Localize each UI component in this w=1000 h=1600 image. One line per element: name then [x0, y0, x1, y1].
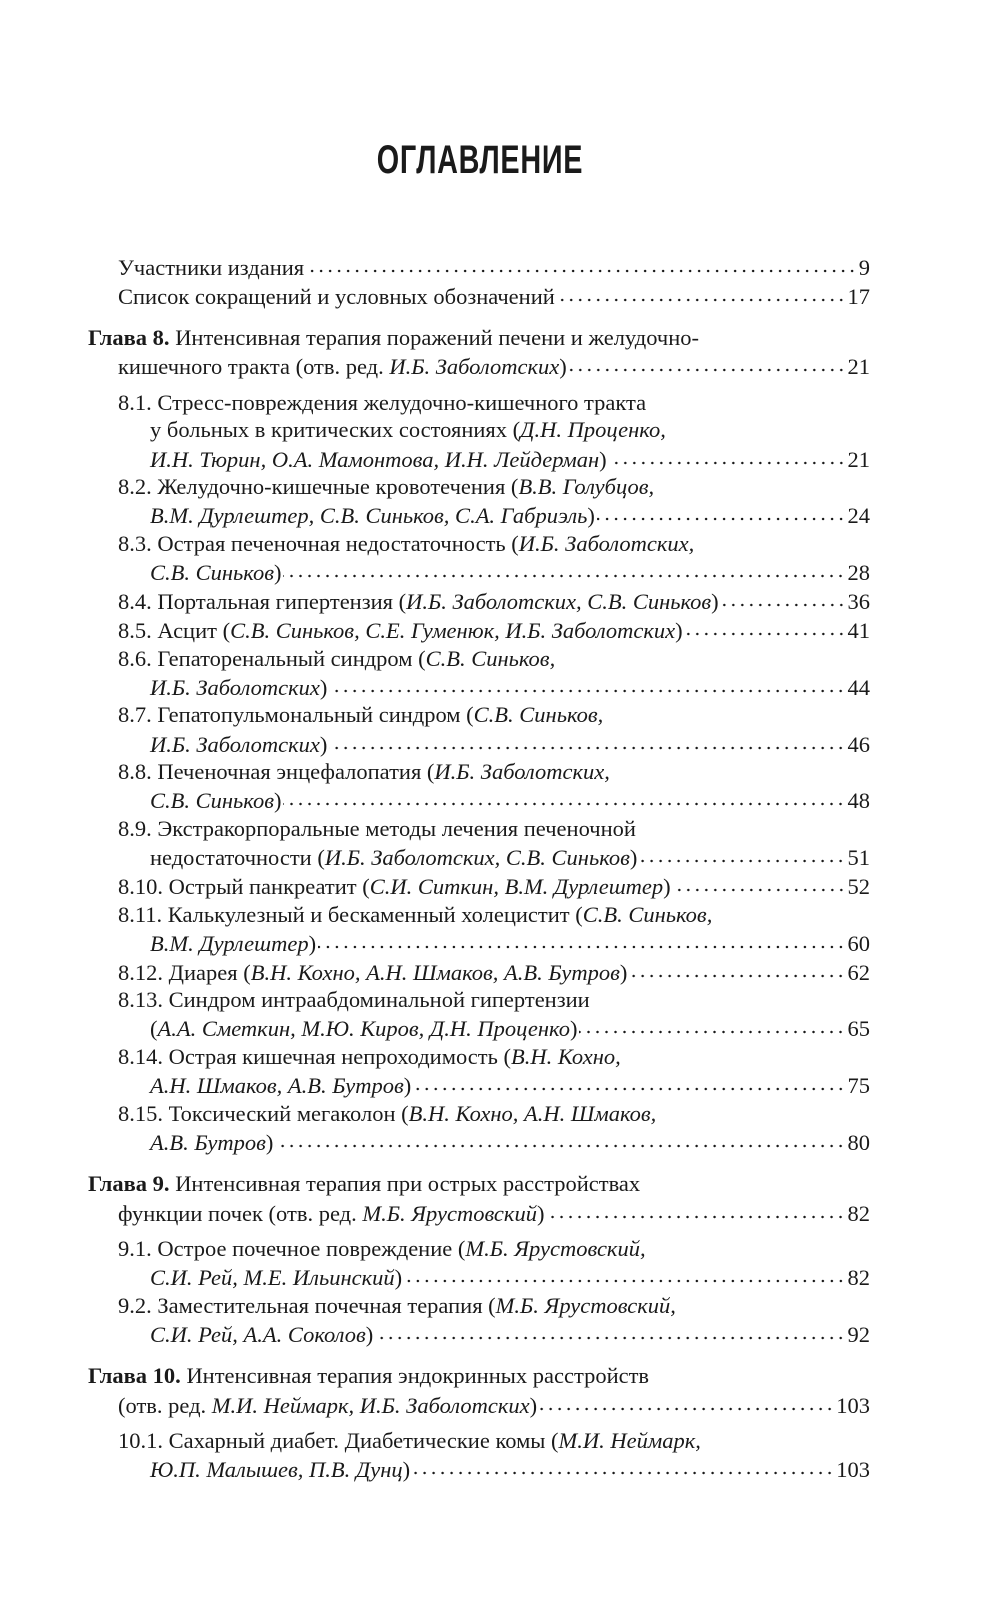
toc-line: [88, 758, 870, 786]
page-number[interactable]: 103: [836, 1457, 870, 1483]
toc-line: [88, 1127, 870, 1156]
author-names: С.В. Синьков,: [425, 645, 556, 671]
page-number[interactable]: 17: [847, 283, 870, 309]
toc-line-text: [118, 701, 603, 729]
toc-line: [88, 986, 870, 1014]
dot-leader: [557, 281, 846, 304]
entry-title: 8.12. Диарея (: [118, 959, 251, 985]
toc-line-text: [118, 353, 567, 381]
page-number[interactable]: 51: [847, 844, 870, 870]
entry-title: ): [529, 1392, 538, 1418]
author-names: М.И. Неймарк,: [558, 1428, 701, 1454]
author-names: М.Б. Ярустовский: [362, 1200, 537, 1226]
toc-entry-section[interactable]: [88, 530, 870, 587]
toc-entry-section[interactable]: [88, 645, 870, 702]
entry-title: ): [365, 1321, 374, 1347]
toc-line-text: [150, 731, 327, 759]
author-names: А.А. Сметкин, М.Ю. Киров, Д.Н. Проценко: [157, 1016, 570, 1042]
toc-line-text: [150, 1129, 273, 1157]
author-names: С.И. Ситкин, В.М. Дурлештер: [369, 873, 664, 899]
toc-entry-section[interactable]: [88, 957, 870, 986]
entry-title: ): [587, 503, 595, 529]
entry-title: ): [663, 873, 671, 899]
author-names: И.Б. Заболотских: [150, 674, 320, 700]
entry-title: у больных в критических состояниях (: [150, 417, 521, 443]
toc-line-text: [150, 674, 327, 702]
author-names: Д.Н. Проценко,: [520, 417, 666, 443]
page-number[interactable]: 24: [847, 503, 870, 529]
page-number[interactable]: 9: [858, 254, 870, 280]
page-number[interactable]: 48: [847, 788, 870, 814]
toc-line-text: [150, 1015, 577, 1043]
entry-title: 10.1. Сахарный диабет. Диабетические комы (: [118, 1428, 559, 1454]
toc-line: [88, 616, 870, 645]
dot-leader: [609, 444, 846, 467]
toc-line-text: [150, 559, 281, 587]
toc-line: [88, 786, 870, 815]
toc-line-text: [118, 901, 712, 929]
entry-title: ): [273, 559, 282, 585]
author-names: И.Б. Заболотских,: [434, 759, 610, 785]
entry-title: (отв. ред.: [118, 1392, 212, 1418]
toc-line: [88, 1198, 870, 1227]
entry-title: Интенсивная терапия эндокринных расстройств: [180, 1363, 650, 1389]
page-number[interactable]: 46: [847, 731, 870, 757]
entry-title: 8.11. Калькулезный и бескаменный холецистит (: [118, 901, 583, 927]
toc-entry-section[interactable]: [88, 1292, 870, 1349]
dot-leader: [629, 957, 845, 980]
dot-leader: [569, 352, 846, 375]
page-number[interactable]: 80: [847, 1129, 870, 1155]
page-number[interactable]: 82: [847, 1265, 870, 1291]
dot-leader: [283, 557, 845, 580]
dot-leader: [413, 1071, 845, 1094]
toc-line-text: [118, 254, 304, 282]
entry-title: ): [569, 1016, 578, 1042]
page-number[interactable]: 21: [847, 446, 870, 472]
toc-line-text: [118, 1100, 656, 1128]
toc-line-text: [150, 1321, 373, 1349]
toc-line: [88, 1390, 870, 1419]
entry-title: ): [536, 1200, 545, 1226]
entry-title: Интенсивная терапия при острых расстройствах: [169, 1171, 641, 1197]
page-number[interactable]: 41: [847, 618, 870, 644]
page-number[interactable]: 92: [847, 1321, 870, 1347]
entry-title: ): [403, 1073, 412, 1099]
page-title: ОГЛАВЛЕНИЕ: [376, 138, 584, 182]
author-names: В.М. Дурлештер, С.В. Синьков, С.А. Габриэль: [150, 503, 588, 529]
dot-leader: [673, 871, 846, 894]
toc-line: [88, 701, 870, 729]
toc-entry-front[interactable]: [88, 281, 870, 310]
dot-leader: [721, 587, 846, 610]
toc-line: [88, 473, 870, 501]
entry-title: ): [394, 1265, 403, 1291]
page-number[interactable]: 103: [836, 1392, 870, 1418]
toc-line: [88, 352, 870, 381]
entry-title: Участники издания: [118, 254, 305, 280]
author-names: С.В. Синьков: [150, 559, 274, 585]
author-names: С.В. Синьков,: [582, 901, 713, 927]
toc-entry-chapter[interactable]: [88, 1170, 870, 1227]
toc-entry-section[interactable]: [88, 901, 870, 958]
author-names: Ю.П. Малышев, П.В. Дунц: [150, 1457, 403, 1483]
entry-title: ): [599, 446, 607, 472]
toc-line-text: [118, 588, 719, 616]
toc-line: [88, 1071, 870, 1100]
entry-title: ): [559, 354, 567, 380]
toc-line-text: [118, 873, 671, 901]
toc-entry-section[interactable]: [88, 815, 870, 872]
toc-entry-section[interactable]: [88, 1100, 870, 1157]
entry-title: 8.5. Асцит (: [118, 618, 231, 644]
toc-line: [88, 729, 870, 758]
toc-line-text: [118, 1043, 621, 1071]
author-names: С.И. Рей, А.А. Соколов: [150, 1321, 366, 1347]
entry-title: ): [273, 788, 282, 814]
author-names: А.В. Бутров: [150, 1129, 266, 1155]
toc-line: [88, 1292, 870, 1320]
toc-line-text: [118, 617, 683, 645]
toc-line: [88, 871, 870, 900]
dot-leader: [329, 729, 845, 752]
chapter-label: Глава 8.: [88, 325, 170, 351]
entry-title: Список сокращений и условных обозначений: [118, 283, 555, 309]
author-names: В.М. Дурлештер: [150, 930, 309, 956]
toc-line: [88, 444, 870, 473]
entry-title: кишечного тракта (отв. ред.: [118, 354, 390, 380]
toc-line-text: [88, 1362, 649, 1390]
page-number[interactable]: 52: [847, 873, 870, 899]
toc-line: [88, 842, 870, 871]
author-names: И.Н. Тюрин, О.А. Мамонтова, И.Н. Лейдерман: [150, 446, 600, 472]
toc-line: [88, 672, 870, 701]
toc-line: [88, 815, 870, 843]
toc-line-text: [118, 1427, 701, 1455]
author-names: М.Б. Ярустовский,: [495, 1292, 676, 1318]
toc-line-text: [150, 1072, 411, 1100]
toc-entry-section[interactable]: [88, 871, 870, 900]
dot-leader: [579, 1014, 845, 1037]
toc-line-text: [118, 1392, 537, 1420]
toc-entry-section[interactable]: [88, 473, 870, 530]
toc-entry-section[interactable]: [88, 587, 870, 616]
chapter-group: [88, 1170, 870, 1348]
author-names: И.Б. Заболотских, С.В. Синьков: [324, 844, 630, 870]
entry-title: 9.2. Заместительная почечная терапия (: [118, 1292, 496, 1318]
dot-leader: [539, 1390, 834, 1413]
dot-leader: [412, 1455, 834, 1478]
entry-title: ): [308, 930, 317, 956]
entry-title: 8.2. Желудочно-кишечные кровотечения (: [118, 474, 519, 500]
toc-line-text: [150, 787, 281, 815]
dot-leader: [283, 786, 845, 809]
toc-line-text: [150, 1456, 410, 1484]
page-number[interactable]: 65: [847, 1016, 870, 1042]
toc-line: [88, 557, 870, 586]
entry-title: 8.15. Токсический мегаколон (: [118, 1100, 409, 1126]
dot-leader: [546, 1198, 845, 1221]
entry-title: 8.8. Печеночная энцефалопатия (: [118, 759, 435, 785]
toc-line-text: [118, 758, 610, 786]
entry-title: 8.4. Портальная гипертензия (: [118, 589, 407, 615]
toc-line-text: [118, 645, 555, 673]
dot-leader: [375, 1319, 845, 1342]
toc-line: [88, 1014, 870, 1043]
toc-entry-section[interactable]: [88, 758, 870, 815]
author-names: С.И. Рей, М.Е. Ильинский: [150, 1265, 395, 1291]
toc-entry-front[interactable]: [88, 252, 870, 281]
toc-line-text: [88, 324, 699, 352]
toc-line-text: [150, 930, 316, 958]
toc-entry-section[interactable]: [88, 1235, 870, 1292]
toc-line: [88, 1170, 870, 1198]
toc-line: [88, 1362, 870, 1390]
page-number[interactable]: 62: [847, 959, 870, 985]
page-number[interactable]: 28: [847, 559, 870, 585]
toc-line: [88, 252, 870, 281]
entry-title: ): [619, 959, 628, 985]
toc-line: [88, 645, 870, 673]
author-names: И.Б. Заболотских: [389, 354, 560, 380]
toc-entry-section[interactable]: [88, 1427, 870, 1484]
chapter-group: [88, 1362, 870, 1483]
toc-line-text: [118, 1292, 676, 1320]
toc-entry-chapter[interactable]: [88, 1362, 870, 1419]
toc-entry-chapter[interactable]: [88, 324, 870, 381]
dot-leader: [404, 1263, 845, 1286]
dot-leader: [306, 252, 857, 275]
dot-leader: [597, 501, 846, 524]
entry-title: ): [711, 589, 719, 615]
toc-line-text: [150, 1264, 402, 1292]
toc-line: [88, 416, 870, 444]
entry-title: ): [629, 844, 638, 870]
toc-line-text: [88, 1170, 640, 1198]
chapter-label: Глава 9.: [88, 1171, 170, 1197]
toc-line-text: [150, 416, 666, 444]
toc-line: [88, 957, 870, 986]
page-number[interactable]: 21: [847, 354, 870, 380]
entry-title: 8.3. Острая печеночная недостаточность (: [118, 530, 519, 556]
entry-title: 8.13. Синдром интраабдоминальной гипертензии: [118, 987, 590, 1013]
toc-line: [88, 901, 870, 929]
toc-line: [88, 530, 870, 558]
chapter-group: [88, 324, 870, 1156]
toc-line-text: [118, 389, 646, 417]
author-names: М.Б. Ярустовский,: [465, 1236, 646, 1262]
author-names: И.Б. Заболотских,: [518, 530, 695, 556]
toc-entry-section[interactable]: [88, 986, 870, 1043]
author-names: В.В. Голубцов,: [518, 474, 655, 500]
entry-title: 8.1. Стресс-повреждения желудочно-кишечного тракта: [118, 389, 647, 415]
toc-line-text: [118, 959, 627, 987]
entry-title: функции почек (отв. ред.: [118, 1200, 363, 1226]
toc-entry-section[interactable]: [88, 389, 870, 473]
toc-line-text: [150, 446, 607, 474]
page-number[interactable]: 44: [847, 674, 870, 700]
toc-line: [88, 1427, 870, 1455]
toc-line-text: [150, 502, 595, 530]
toc-line: [88, 1235, 870, 1263]
table-of-contents: [88, 252, 870, 1498]
author-names: М.И. Неймарк, И.Б. Заболотских: [211, 1392, 530, 1418]
toc-entry-section[interactable]: [88, 701, 870, 758]
toc-line: [88, 1455, 870, 1484]
entry-title: 8.14. Острая кишечная непроходимость (: [118, 1044, 511, 1070]
entry-title: ): [402, 1457, 411, 1483]
author-names: С.В. Синьков,: [473, 702, 604, 728]
author-names: А.Н. Шмаков, А.В. Бутров: [150, 1073, 404, 1099]
entry-title: (: [150, 1016, 158, 1042]
entry-title: Интенсивная терапия поражений печени и желудочно-: [169, 325, 699, 351]
entry-title: ): [265, 1129, 274, 1155]
front-matter-group: [88, 252, 870, 310]
toc-line: [88, 587, 870, 616]
author-names: В.Н. Кохно, А.Н. Шмаков, А.В. Бутров: [250, 959, 620, 985]
toc-line: [88, 501, 870, 530]
author-names: В.Н. Кохно, А.Н. Шмаков,: [408, 1100, 657, 1126]
chapter-label: Глава 10.: [88, 1363, 181, 1389]
toc-entry-section[interactable]: [88, 1043, 870, 1100]
entry-title: ): [319, 731, 328, 757]
author-names: И.Б. Заболотских: [150, 731, 320, 757]
toc-line-text: [150, 844, 637, 872]
toc-line: [88, 1319, 870, 1348]
page-number[interactable]: 75: [847, 1073, 870, 1099]
entry-title: 8.9. Экстракорпоральные методы лечения печеночной: [118, 815, 636, 841]
entry-title: 8.10. Острый панкреатит (: [118, 873, 370, 899]
toc-line-text: [118, 283, 555, 311]
entry-title: 8.7. Гепатопульмональный синдром (: [118, 702, 474, 728]
page-number[interactable]: 36: [847, 589, 870, 615]
author-names: В.Н. Кохно,: [510, 1044, 621, 1070]
entry-title: ): [319, 674, 328, 700]
dot-leader: [639, 842, 845, 865]
toc-line-text: [118, 473, 654, 501]
toc-line-text: [118, 530, 694, 558]
toc-line: [88, 1263, 870, 1292]
toc-entry-section[interactable]: [88, 616, 870, 645]
dot-leader: [329, 672, 845, 695]
toc-line: [88, 1100, 870, 1128]
entry-title: 9.1. Острое почечное повреждение (: [118, 1236, 466, 1262]
page-number[interactable]: 60: [847, 930, 870, 956]
toc-line: [88, 1043, 870, 1071]
toc-line-text: [118, 1235, 646, 1263]
toc-line: [88, 928, 870, 957]
toc-line-text: [118, 1200, 544, 1228]
author-names: С.В. Синьков: [150, 788, 274, 814]
dot-leader: [318, 928, 845, 951]
author-names: И.Б. Заболотских, С.В. Синьков: [406, 589, 712, 615]
toc-line-text: [118, 986, 590, 1014]
dot-leader: [685, 616, 846, 639]
toc-line: [88, 389, 870, 417]
toc-line: [88, 324, 870, 352]
page-number[interactable]: 82: [847, 1200, 870, 1226]
toc-line: [88, 281, 870, 310]
dot-leader: [275, 1127, 845, 1150]
entry-title: ): [675, 618, 683, 644]
entry-title: 8.6. Гепаторенальный синдром (: [118, 645, 426, 671]
entry-title: недостаточности (: [150, 844, 325, 870]
author-names: С.В. Синьков, С.Е. Гуменюк, И.Б. Заболотских: [230, 618, 676, 644]
toc-line-text: [118, 815, 636, 843]
